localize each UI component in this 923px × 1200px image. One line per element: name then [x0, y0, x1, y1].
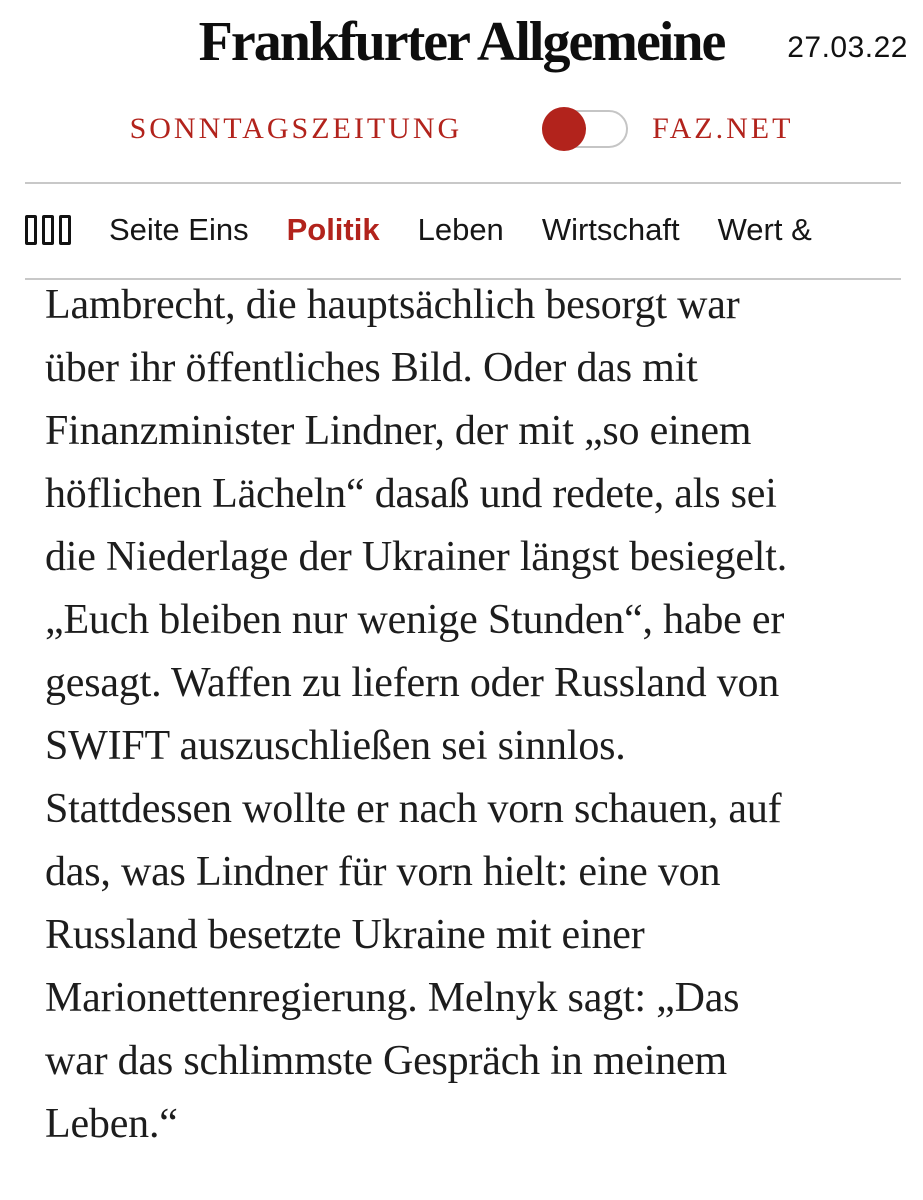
tab-seite-eins[interactable]: Seite Eins [109, 212, 249, 247]
article-line: die Niederlage der Ukrainer längst besiegelt. [45, 534, 788, 580]
tab-politik[interactable]: Politik [286, 212, 380, 247]
masthead-logo: Frankfurter Allgemeine [198, 11, 725, 73]
tab-wirtschaft[interactable]: Wirtschaft [541, 212, 680, 247]
edition-toggle-row [0, 103, 923, 155]
article-line: Marionettenregierung. Melnyk sagt: „Das [45, 975, 740, 1021]
article-line: Leben.“ [45, 1101, 178, 1147]
article-line: Russland besetzte Ukraine mit einer [45, 912, 645, 958]
article-line: gesagt. Waffen zu liefern oder Russland von [45, 660, 780, 706]
article-line: Finanzminister Lindner, der mit „so einem [45, 408, 752, 454]
edition-label-faznet[interactable]: FAZ.NET [652, 112, 794, 145]
article-line: Stattdessen wollte er nach vorn schauen, auf [45, 786, 782, 832]
article-body [45, 274, 907, 1156]
pages-icon[interactable] [25, 215, 71, 245]
divider-above-nav [25, 182, 901, 184]
toggle-knob[interactable] [542, 107, 586, 151]
section-nav [0, 198, 923, 262]
article-line: war das schlimmste Gespräch in meinem [45, 1038, 727, 1084]
edition-label-sonntagszeitung[interactable]: SONNTAGSZEITUNG [129, 112, 463, 145]
article-line: das, was Lindner für vorn hielt: eine von [45, 849, 721, 895]
article-line: SWIFT auszuschließen sei sinnlos. [45, 723, 626, 769]
issue-date: 27.03.22 [787, 31, 908, 64]
article-line: „Euch bleiben nur wenige Stunden“, habe er [45, 597, 785, 643]
article-line: über ihr öffentliches Bild. Oder das mit [45, 345, 698, 391]
article-line: Lambrecht, die hauptsächlich besorgt war [45, 282, 740, 328]
tab-wert[interactable]: Wert & [717, 212, 812, 247]
article-line: höflichen Lächeln“ dasaß und redete, als sei [45, 471, 777, 517]
edition-toggle-switch[interactable] [542, 110, 628, 148]
tab-leben[interactable]: Leben [417, 212, 504, 247]
